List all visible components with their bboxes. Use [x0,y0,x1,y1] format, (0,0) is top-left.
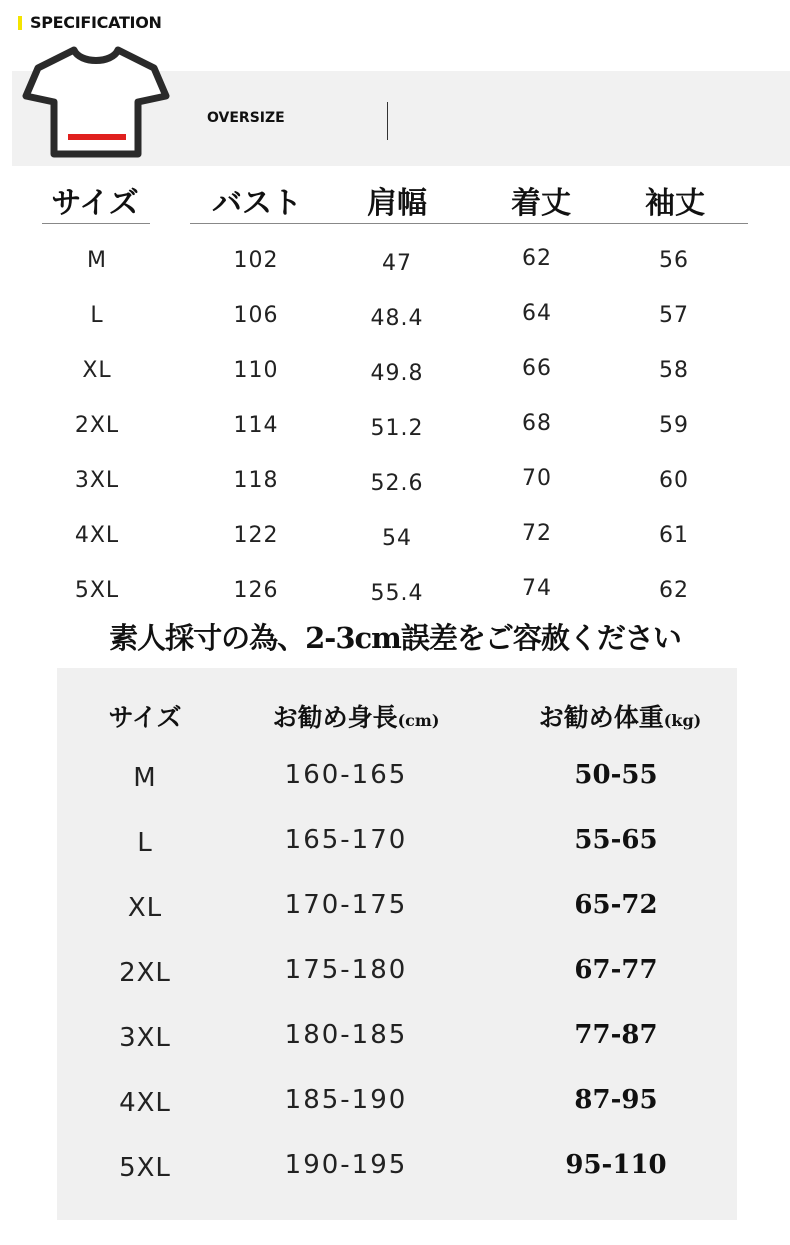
hem-mark [68,134,126,140]
rec-cell-weight: 77-87 [574,1020,658,1050]
size-cell-shoulder: 52.6 [370,471,424,496]
rec-cell-size: 3XL [119,1023,171,1053]
size-cell-sleeve: 56 [659,248,689,273]
rec-cell-height: 180-185 [284,1020,408,1050]
size-cell-bust: 110 [233,358,279,383]
col-header-bust: バスト [212,186,302,221]
rec-cell-weight: 50-55 [574,760,658,790]
size-cell-shoulder: 47 [382,251,412,276]
size-cell-sleeve: 60 [659,468,689,493]
size-cell-sleeve: 58 [659,358,689,383]
tshirt-icon [22,44,170,162]
size-cell-size: 4XL [74,523,120,548]
size-cell-shoulder: 51.2 [370,416,424,441]
size-cell-size: XL [82,358,112,383]
header-underline-size [42,223,150,224]
accent-bar [18,16,22,30]
size-cell-size: L [90,303,104,328]
rec-header-size: サイズ [108,703,182,732]
size-cell-shoulder: 49.8 [370,361,424,386]
recommend-table [57,668,737,1220]
rec-cell-height: 160-165 [284,760,408,790]
rec-cell-size: 4XL [119,1088,171,1118]
size-cell-bust: 102 [233,248,279,273]
rec-cell-size: L [137,828,153,858]
header-underline [190,223,748,224]
col-header-length: 着丈 [511,186,571,221]
rec-cell-size: XL [127,893,163,923]
size-cell-sleeve: 59 [659,413,689,438]
size-cell-length: 72 [522,521,552,546]
rec-cell-size: M [133,763,157,793]
rec-cell-weight: 87-95 [574,1085,658,1115]
rec-cell-weight: 55-65 [574,825,658,855]
rec-cell-weight: 65-72 [574,890,658,920]
size-cell-bust: 114 [233,413,279,438]
size-cell-bust: 122 [233,523,279,548]
size-cell-bust: 118 [233,468,279,493]
rec-cell-weight: 95-110 [565,1150,667,1180]
size-cell-size: 3XL [74,468,120,493]
fit-label: OVERSIZE [207,110,285,126]
measurement-note: 素人採寸の為、2-3cm誤差をご容赦ください [109,621,681,655]
size-cell-length: 64 [522,301,552,326]
rec-cell-size: 5XL [119,1153,171,1183]
col-header-shoulder: 肩幅 [367,186,427,221]
col-header-size: サイズ [51,186,139,221]
size-cell-bust: 126 [233,578,279,603]
rec-cell-height: 185-190 [284,1085,408,1115]
size-cell-size: M [87,248,107,273]
rec-header-weight: お勧め体重(kg) [538,703,702,732]
rec-cell-height: 170-175 [284,890,408,920]
rec-cell-weight: 67-77 [574,955,658,985]
size-cell-sleeve: 62 [659,578,689,603]
size-cell-length: 68 [522,411,552,436]
size-cell-size: 5XL [74,578,120,603]
rec-cell-height: 190-195 [284,1150,408,1180]
rec-header-height: お勧め身長(cm) [272,703,440,732]
rec-cell-height: 175-180 [284,955,408,985]
size-cell-sleeve: 57 [659,303,689,328]
size-cell-length: 62 [522,246,552,271]
size-cell-shoulder: 48.4 [370,306,424,331]
size-cell-length: 70 [522,466,552,491]
size-cell-sleeve: 61 [659,523,689,548]
size-cell-length: 74 [522,576,552,601]
divider [387,102,388,140]
size-cell-size: 2XL [74,413,120,438]
spec-title: SPECIFICATION [30,13,162,32]
size-cell-length: 66 [522,356,552,381]
rec-cell-size: 2XL [119,958,171,988]
size-cell-shoulder: 54 [382,526,412,551]
size-cell-bust: 106 [233,303,279,328]
rec-cell-height: 165-170 [284,825,408,855]
size-cell-shoulder: 55.4 [370,581,424,606]
col-header-sleeve: 袖丈 [645,186,705,221]
